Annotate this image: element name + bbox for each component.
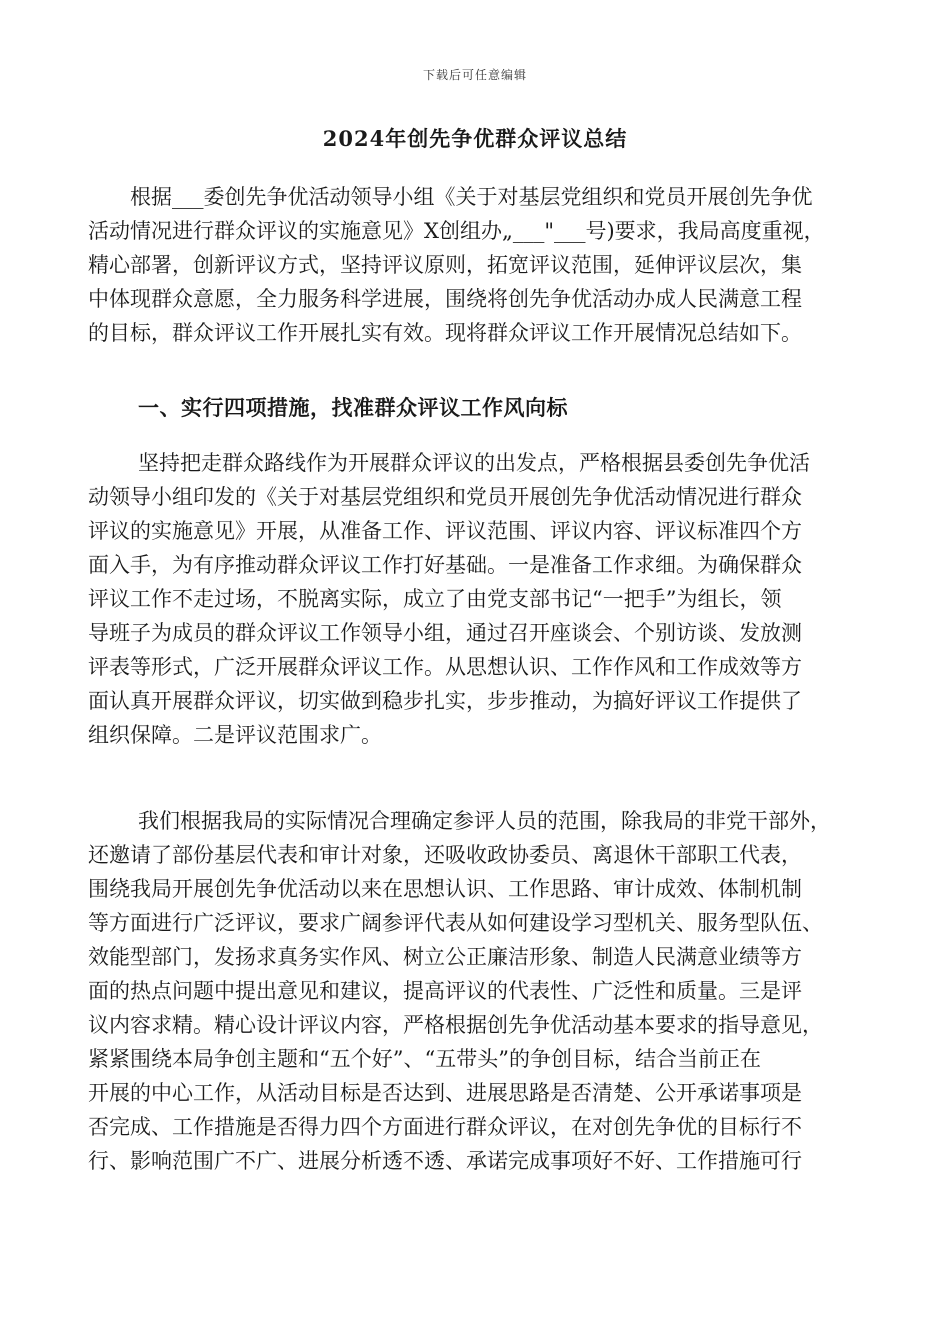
paragraph-measures [88, 446, 866, 752]
paragraph-line: 我们根据我局的实际情况合理确定参评人员的范围，除我局的非党干部外， [138, 809, 831, 833]
paragraph-line: 面的热点问题中提出意见和建议，提高评议的代表性、广泛性和质量。三是评 [88, 979, 802, 1003]
paragraph-line: 评议工作不走过场，不脱离实际，成立了由党支部书记“一把手”为组长，领 [88, 587, 782, 611]
paragraph-line: 导班子为成员的群众评议工作领导小组，通过召开座谈会、个别访谈、发放测 [88, 621, 802, 645]
paragraph-line: 组织保障。二是评议范围求广。 [88, 723, 382, 747]
document-title: 2024年创先争优群众评议总结 [322, 126, 628, 151]
paragraph-line: 议内容求精。精心设计评议内容，严格根据创先争优活动基本要求的指导意见， [88, 1013, 823, 1037]
paragraph-line: 等方面进行广泛评议，要求广阔参评代表从如何建设学习型机关、服务型队伍、 [88, 911, 823, 935]
paragraph-line: 围绕我局开展创先争优活动以来在思想认识、工作思路、审计成效、体制机制 [88, 877, 802, 901]
paragraph-line: 坚持把走群众路线作为开展群众评议的出发点，严格根据县委创先争优活 [138, 451, 810, 475]
paragraph-line: 效能型部门，发扬求真务实作风、树立公正廉洁形象、制造人民满意业绩等方 [88, 945, 802, 969]
paragraph-line: 的目标，群众评议工作开展扎实有效。现将群众评议工作开展情况总结如下。 [88, 321, 802, 345]
paragraph-line: 中体现群众意愿，全力服务科学进展，围绕将创先争优活动办成人民满意工程 [88, 287, 802, 311]
section-heading-1: 一、实行四项措施，找准群众评议工作风向标 [138, 395, 568, 420]
paragraph-line: 面入手，为有序推动群众评议工作打好基础。一是准备工作求细。为确保群众 [88, 553, 802, 577]
paragraph-line: 还邀请了部份基层代表和审计对象，还吸收政协委员、离退休干部职工代表， [88, 843, 802, 867]
paragraph-line: 开展的中心工作，从活动目标是否达到、进展思路是否清楚、公开承诺事项是 [88, 1081, 802, 1105]
paragraph-line: 活动情况进行群众评议的实施意见》X创组办„___"___号)要求，我局高度重视， [88, 219, 825, 243]
paragraph-line: 紧紧围绕本局争创主题和“五个好”、“五带头”的争创目标，结合当前正在 [88, 1047, 761, 1071]
paragraph-line: 面认真开展群众评议，切实做到稳步扎实，步步推动，为搞好评议工作提供了 [88, 689, 802, 713]
paragraph-line: 否完成、工作措施是否得力四个方面进行群众评议，在对创先争优的目标行不 [88, 1115, 802, 1139]
paragraph-line: 评议的实施意见》开展，从准备工作、评议范围、评议内容、评议标准四个方 [88, 519, 802, 543]
paragraph-line: 评表等形式，广泛开展群众评议工作。从思想认识、工作作风和工作成效等方 [88, 655, 802, 679]
paragraph-line: 精心部署，创新评议方式，坚持评议原则，拓宽评议范围，延伸评议层次，集 [88, 253, 802, 277]
paragraph-line: 根据___委创先争优活动领导小组《关于对基层党组织和党员开展创先争优 [130, 185, 813, 209]
paragraph-scope [88, 804, 866, 1178]
paragraph-intro [88, 180, 866, 350]
header-note: 下载后可任意编辑 [422, 68, 527, 82]
paragraph-line: 动领导小组印发的《关于对基层党组织和党员开展创先争优活动情况进行群众 [88, 485, 802, 509]
paragraph-line: 行、影响范围广不广、进展分析透不透、承诺完成事项好不好、工作措施可行 [88, 1149, 802, 1173]
